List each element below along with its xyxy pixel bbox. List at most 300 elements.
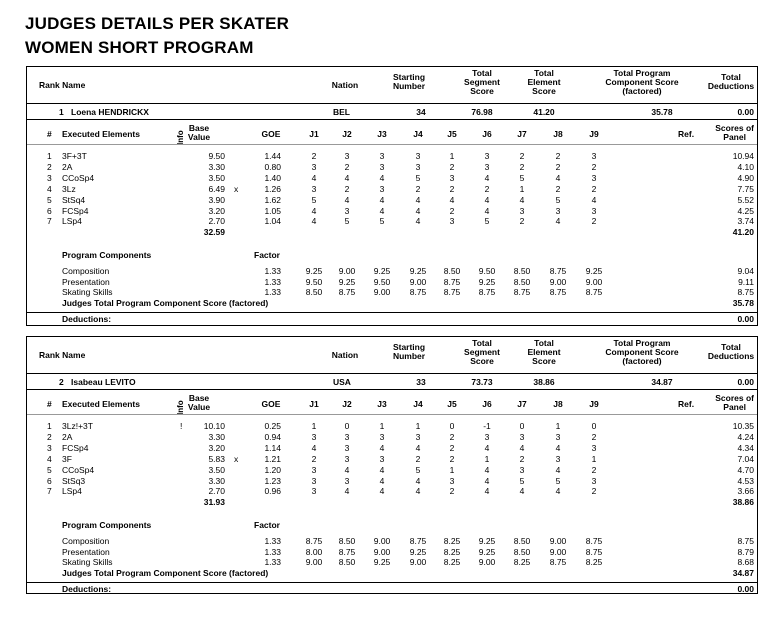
element-name: 3F: [62, 453, 72, 464]
component-judge-score: 9.00: [373, 536, 391, 546]
element-base-value: 3.20: [208, 205, 225, 216]
component-judge-score: 8.50: [513, 266, 531, 276]
starting-number-header-line: Number: [392, 351, 426, 361]
element-panel-score: 10.35: [732, 421, 754, 431]
scores-of-panel-header-line: Scores of: [715, 393, 754, 403]
pcs-header: [605, 69, 678, 96]
element-goe: 0.80: [264, 161, 281, 172]
element-judge-score: 4: [379, 464, 385, 475]
component-judge-score: 8.25: [443, 546, 461, 557]
element-judge-score: 1: [591, 453, 597, 464]
element-judge-score: 4: [415, 475, 421, 486]
component-judge-score: 8.75: [549, 557, 567, 568]
info-header: Info: [176, 130, 185, 145]
rank-name-header: Rank Name: [39, 350, 86, 360]
element-name: FCSp4: [62, 205, 89, 216]
judge-header: J9: [589, 129, 599, 139]
element-judge-score: 0: [449, 421, 455, 431]
component-judge-score: 9.00: [478, 557, 496, 568]
skater-segment-score: 76.98: [471, 107, 493, 117]
scores-of-panel-header: [715, 124, 754, 142]
base-value-header: [188, 124, 210, 142]
pcs-header: [605, 339, 678, 366]
component-judge-score: 9.25: [305, 266, 323, 276]
element-judge-score: 3: [415, 161, 421, 172]
component-judge-score: 8.50: [338, 557, 356, 568]
element-judge-score: 4: [484, 486, 490, 497]
element-panel-score: 3.74: [737, 216, 754, 227]
skater-starting-number: 34: [416, 107, 426, 117]
component-factor: 1.33: [264, 557, 281, 568]
element-judge-score: 2: [449, 442, 455, 453]
element-panel-score: 4.25: [737, 205, 754, 216]
element-judge-score: 2: [415, 453, 421, 464]
element-judge-score: 2: [591, 183, 597, 194]
element-judge-score: 1: [449, 464, 455, 475]
element-judge-score: 4: [415, 205, 421, 216]
element-goe: 1.05: [264, 205, 281, 216]
element-number: 1: [47, 151, 52, 161]
element-judge-score: 3: [415, 431, 421, 442]
element-judge-score: 3: [344, 151, 350, 161]
element-judge-score: 2: [344, 183, 350, 194]
element-judge-score: 4: [379, 194, 385, 205]
component-name: Presentation: [62, 276, 110, 287]
element-judge-score: 4: [415, 216, 421, 227]
element-judge-score: 4: [379, 205, 385, 216]
skater-segment-score: 73.73: [471, 377, 493, 387]
element-base-value: 5.83: [208, 453, 225, 464]
element-base-value: 3.50: [208, 172, 225, 183]
element-judge-score: -1: [483, 421, 491, 431]
element-judge-score: 4: [449, 194, 455, 205]
skater-deductions: 0.00: [737, 107, 754, 117]
element-judge-score: 2: [311, 151, 317, 161]
component-factor: 1.33: [264, 287, 281, 298]
element-judge-score: 3: [344, 205, 350, 216]
element-judge-score: 1: [379, 421, 385, 431]
component-judge-score: 8.50: [443, 266, 461, 276]
element-judge-score: 3: [591, 475, 597, 486]
element-judge-score: 4: [415, 442, 421, 453]
element-judge-score: 2: [591, 431, 597, 442]
component-judge-score: 8.25: [443, 536, 461, 546]
divider: [27, 103, 757, 104]
element-judge-score: 2: [591, 464, 597, 475]
skater-name: Isabeau LEVITO: [71, 377, 136, 387]
element-name: LSp4: [62, 216, 82, 227]
element-judge-score: 2: [519, 161, 525, 172]
segment-score-header-line: Segment: [464, 77, 500, 87]
element-judge-score: 3: [591, 172, 597, 183]
component-name: Skating Skills: [62, 287, 113, 298]
element-panel-score: 4.70: [737, 464, 754, 475]
element-judge-score: 3: [484, 151, 490, 161]
judge-header: J4: [413, 399, 423, 409]
element-judge-score: 2: [344, 161, 350, 172]
component-judge-score: 9.25: [478, 536, 496, 546]
element-panel-score: 5.52: [737, 194, 754, 205]
element-judge-score: 3: [311, 161, 317, 172]
component-judge-score: 8.00: [305, 546, 323, 557]
judge-header: J7: [517, 399, 527, 409]
judge-header: J3: [377, 129, 387, 139]
element-judge-score: 2: [591, 486, 597, 497]
elements-total: 38.86: [732, 497, 754, 508]
element-bonus-marker: x: [234, 183, 239, 194]
element-judge-score: 2: [449, 205, 455, 216]
element-judge-score: 4: [344, 486, 350, 497]
element-judge-score: 2: [449, 431, 455, 442]
element-score-header-line: Element: [527, 347, 561, 357]
element-goe: 1.21: [264, 453, 281, 464]
element-judge-score: 4: [344, 464, 350, 475]
pcs-header-line: (factored): [622, 356, 662, 366]
element-judge-score: 2: [519, 216, 525, 227]
element-name: CCoSp4: [62, 172, 95, 183]
element-judge-score: 1: [519, 183, 525, 194]
ref-header: Ref.: [678, 399, 695, 409]
component-panel-score: 8.75: [737, 536, 754, 546]
component-factor: 1.33: [264, 536, 281, 546]
component-judge-score: 8.25: [585, 557, 603, 568]
starting-number-header: [393, 343, 425, 361]
component-judge-score: 8.75: [585, 536, 603, 546]
element-judge-score: 3: [344, 442, 350, 453]
deductions-header-line: Deductions: [707, 351, 755, 361]
element-judge-score: 2: [591, 216, 597, 227]
element-judge-score: 4: [555, 464, 561, 475]
element-goe: 1.14: [264, 442, 281, 453]
judge-header: J1: [309, 399, 319, 409]
skater-rank: 2: [59, 377, 64, 387]
deductions-value: 0.00: [737, 583, 754, 594]
component-judge-score: 8.75: [549, 266, 567, 276]
element-judge-score: 3: [449, 216, 455, 227]
element-judge-score: 4: [484, 194, 490, 205]
deductions-header: [708, 343, 754, 361]
element-goe: 1.20: [264, 464, 281, 475]
element-score-header: [527, 69, 560, 96]
judges-total-pcs-label: Judges Total Program Component Score (factored): [62, 297, 269, 308]
divider: [27, 144, 757, 145]
judge-header: J3: [377, 399, 387, 409]
segment-score-header-line: Segment: [464, 347, 500, 357]
element-number: 2: [47, 431, 52, 442]
component-factor: 1.33: [264, 276, 281, 287]
element-judge-score: 2: [311, 453, 317, 464]
component-judge-score: 9.25: [478, 546, 496, 557]
component-judge-score: 8.50: [513, 276, 531, 287]
element-judge-score: 5: [555, 475, 561, 486]
component-judge-score: 9.00: [409, 276, 427, 287]
executed-elements-header: Executed Elements: [62, 129, 140, 139]
component-judge-score: 9.00: [373, 546, 391, 557]
page-subtitle: WOMEN SHORT PROGRAM: [25, 38, 254, 57]
component-judge-score: 8.75: [338, 546, 356, 557]
element-number: 4: [47, 453, 52, 464]
element-score-header: [527, 339, 560, 366]
element-number: 5: [47, 464, 52, 475]
component-panel-score: 9.04: [737, 266, 754, 276]
judge-header: J6: [482, 399, 492, 409]
element-judge-score: 1: [415, 421, 421, 431]
segment-score-header-line: Total: [472, 338, 492, 348]
deductions-header-line: Total: [721, 342, 741, 352]
deductions-value: 0.00: [737, 313, 754, 324]
component-panel-score: 8.75: [737, 287, 754, 298]
element-goe: 1.26: [264, 183, 281, 194]
component-panel-score: 9.11: [738, 276, 754, 287]
element-judge-score: 3: [415, 151, 421, 161]
element-score-header-line: Score: [532, 356, 556, 366]
component-judge-score: 9.00: [409, 557, 427, 568]
element-judge-score: 5: [311, 194, 317, 205]
element-panel-score: 10.94: [732, 151, 754, 161]
element-judge-score: 3: [311, 183, 317, 194]
element-base-value: 3.30: [208, 475, 225, 486]
element-panel-score: 4.10: [737, 161, 754, 172]
element-bonus-marker: x: [234, 453, 239, 464]
element-judge-score: 3: [591, 151, 597, 161]
element-judge-score: 4: [415, 194, 421, 205]
base-value-header-line: Value: [187, 132, 211, 142]
judge-header: J4: [413, 129, 423, 139]
element-judge-score: 3: [379, 151, 385, 161]
element-goe: 0.94: [264, 431, 281, 442]
judge-header: J2: [342, 129, 352, 139]
element-score-header-line: Element: [527, 77, 561, 87]
element-panel-score: 4.24: [737, 431, 754, 442]
element-panel-score: 4.90: [737, 172, 754, 183]
component-judge-score: 9.00: [549, 536, 567, 546]
element-judge-score: 5: [519, 475, 525, 486]
starting-number-header-line: Number: [392, 81, 426, 91]
element-judge-score: 3: [379, 453, 385, 464]
judge-header: J8: [553, 399, 563, 409]
element-judge-score: 2: [449, 453, 455, 464]
judge-header: J1: [309, 129, 319, 139]
divider: [27, 119, 757, 120]
element-judge-score: 5: [484, 216, 490, 227]
element-judge-score: 4: [591, 194, 597, 205]
element-judge-score: 2: [415, 183, 421, 194]
component-factor: 1.33: [264, 266, 281, 276]
element-base-value: 3.30: [208, 431, 225, 442]
element-panel-score: 4.34: [737, 442, 754, 453]
component-panel-score: 8.68: [737, 557, 754, 568]
element-name: 3Lz!+3T: [62, 421, 93, 431]
element-number: 3: [47, 442, 52, 453]
element-name: 2A: [62, 431, 73, 442]
element-base-value: 6.49: [208, 183, 225, 194]
element-panel-score: 3.66: [737, 486, 754, 497]
element-judge-score: 2: [449, 161, 455, 172]
element-base-value: 2.70: [208, 216, 225, 227]
component-name: Skating Skills: [62, 557, 113, 568]
element-goe: 0.96: [264, 486, 281, 497]
element-judge-score: 4: [484, 464, 490, 475]
program-components-header: Program Components: [62, 520, 152, 530]
component-judge-score: 8.75: [305, 536, 323, 546]
element-judge-score: 4: [379, 486, 385, 497]
element-judge-score: 3: [379, 183, 385, 194]
element-judge-score: 3: [449, 172, 455, 183]
element-score-header-line: Total: [534, 338, 554, 348]
pcs-header-line: Component Score: [605, 77, 679, 87]
element-goe: 1.40: [264, 172, 281, 183]
component-judge-score: 8.50: [338, 536, 356, 546]
divider: [27, 373, 757, 374]
element-number: 2: [47, 161, 52, 172]
deductions-label: Deductions:: [62, 313, 112, 324]
starting-number-header-line: Starting: [392, 72, 426, 82]
skater-nation: USA: [333, 377, 351, 387]
element-judge-score: 1: [449, 151, 455, 161]
segment-score-header: [464, 339, 500, 366]
element-goe: 1.44: [264, 151, 281, 161]
element-name: FCSp4: [62, 442, 89, 453]
skater-card: [26, 66, 758, 326]
element-goe: 1.23: [264, 475, 281, 486]
pcs-header-line: Total Program: [613, 68, 671, 78]
element-judge-score: 3: [311, 475, 317, 486]
element-judge-score: 0: [591, 421, 597, 431]
element-name: StSq3: [62, 475, 86, 486]
ref-header: Ref.: [678, 129, 695, 139]
judge-header: J5: [447, 399, 457, 409]
element-judge-score: 3: [555, 453, 561, 464]
segment-score-header-line: Score: [470, 356, 494, 366]
element-judge-score: 5: [415, 464, 421, 475]
scores-of-panel-header-line: Scores of: [715, 123, 754, 133]
element-judge-score: 4: [379, 442, 385, 453]
element-judge-score: 4: [311, 172, 317, 183]
element-panel-score: 7.04: [737, 453, 754, 464]
element-score-header-line: Score: [532, 86, 556, 96]
element-judge-score: 2: [519, 453, 525, 464]
element-judge-score: 4: [484, 172, 490, 183]
element-judge-score: 3: [344, 453, 350, 464]
base-value-header: [188, 394, 210, 412]
element-base-value: 3.50: [208, 464, 225, 475]
scores-of-panel-header-line: Panel: [723, 132, 746, 142]
element-number: 6: [47, 205, 52, 216]
element-judge-score: 4: [555, 216, 561, 227]
element-number: 5: [47, 194, 52, 205]
component-judge-score: 9.25: [373, 557, 391, 568]
element-judge-score: 4: [311, 205, 317, 216]
component-judge-score: 9.50: [478, 266, 496, 276]
element-judge-score: 4: [519, 486, 525, 497]
base-value-total: 32.59: [203, 227, 225, 238]
scores-of-panel-header-line: Panel: [723, 402, 746, 412]
component-judge-score: 8.75: [338, 287, 356, 298]
judge-header: J2: [342, 399, 352, 409]
element-judge-score: 3: [519, 431, 525, 442]
component-judge-score: 9.25: [409, 266, 427, 276]
skater-element-score: 38.86: [533, 377, 555, 387]
starting-number-header-line: Starting: [392, 342, 426, 352]
judge-header: J7: [517, 129, 527, 139]
element-judge-score: 5: [344, 216, 350, 227]
element-judge-score: 3: [344, 475, 350, 486]
component-judge-score: 9.00: [373, 287, 391, 298]
judges-total-pcs-value: 34.87: [732, 567, 754, 578]
nation-header: Nation: [331, 350, 359, 360]
page-title: JUDGES DETAILS PER SKATER: [25, 14, 290, 33]
element-judge-score: 3: [379, 431, 385, 442]
element-judge-score: 2: [484, 183, 490, 194]
starting-number-header: [393, 73, 425, 91]
num-header: #: [47, 129, 52, 139]
segment-score-header-line: Score: [470, 86, 494, 96]
element-judge-score: 2: [555, 183, 561, 194]
element-base-value: 3.20: [208, 442, 225, 453]
element-goe: 1.04: [264, 216, 281, 227]
component-judge-score: 9.00: [549, 546, 567, 557]
element-judge-score: 4: [519, 442, 525, 453]
element-info: !: [180, 421, 183, 431]
element-base-value: 3.30: [208, 161, 225, 172]
segment-score-header-line: Total: [472, 68, 492, 78]
skater-deductions: 0.00: [737, 377, 754, 387]
element-goe: 1.62: [264, 194, 281, 205]
component-judge-score: 8.50: [305, 287, 323, 298]
divider: [27, 414, 757, 415]
component-judge-score: 8.75: [549, 287, 567, 298]
judge-header: J6: [482, 129, 492, 139]
skater-card: [26, 336, 758, 594]
element-judge-score: 1: [484, 453, 490, 464]
skater-rank: 1: [59, 107, 64, 117]
base-value-header-line: Base: [188, 123, 210, 133]
num-header: #: [47, 399, 52, 409]
component-factor: 1.33: [264, 546, 281, 557]
factor-header: Factor: [254, 250, 280, 260]
element-judge-score: 2: [449, 183, 455, 194]
skater-pcs-score: 35.78: [651, 107, 673, 117]
element-name: 3F+3T: [62, 151, 87, 161]
element-base-value: 3.90: [208, 194, 225, 205]
element-name: 2A: [62, 161, 73, 172]
element-judge-score: 4: [311, 216, 317, 227]
pcs-header-line: (factored): [622, 86, 662, 96]
element-judge-score: 5: [519, 172, 525, 183]
element-base-value: 2.70: [208, 486, 225, 497]
element-number: 3: [47, 172, 52, 183]
element-number: 4: [47, 183, 52, 194]
element-name: CCoSp4: [62, 464, 95, 475]
element-judge-score: 0: [519, 421, 525, 431]
component-judge-score: 8.75: [409, 287, 427, 298]
element-judge-score: 3: [555, 431, 561, 442]
element-judge-score: 3: [484, 161, 490, 172]
element-judge-score: 3: [311, 464, 317, 475]
element-judge-score: 0: [344, 421, 350, 431]
element-judge-score: 4: [344, 172, 350, 183]
element-judge-score: 5: [555, 194, 561, 205]
element-base-value: 10.10: [203, 421, 225, 431]
element-judge-score: 2: [449, 486, 455, 497]
element-judge-score: 3: [519, 205, 525, 216]
element-judge-score: 3: [311, 486, 317, 497]
component-judge-score: 8.75: [513, 287, 531, 298]
component-judge-score: 9.00: [585, 276, 603, 287]
component-judge-score: 9.50: [373, 276, 391, 287]
judges-total-pcs-value: 35.78: [732, 297, 754, 308]
component-judge-score: 8.25: [513, 557, 531, 568]
